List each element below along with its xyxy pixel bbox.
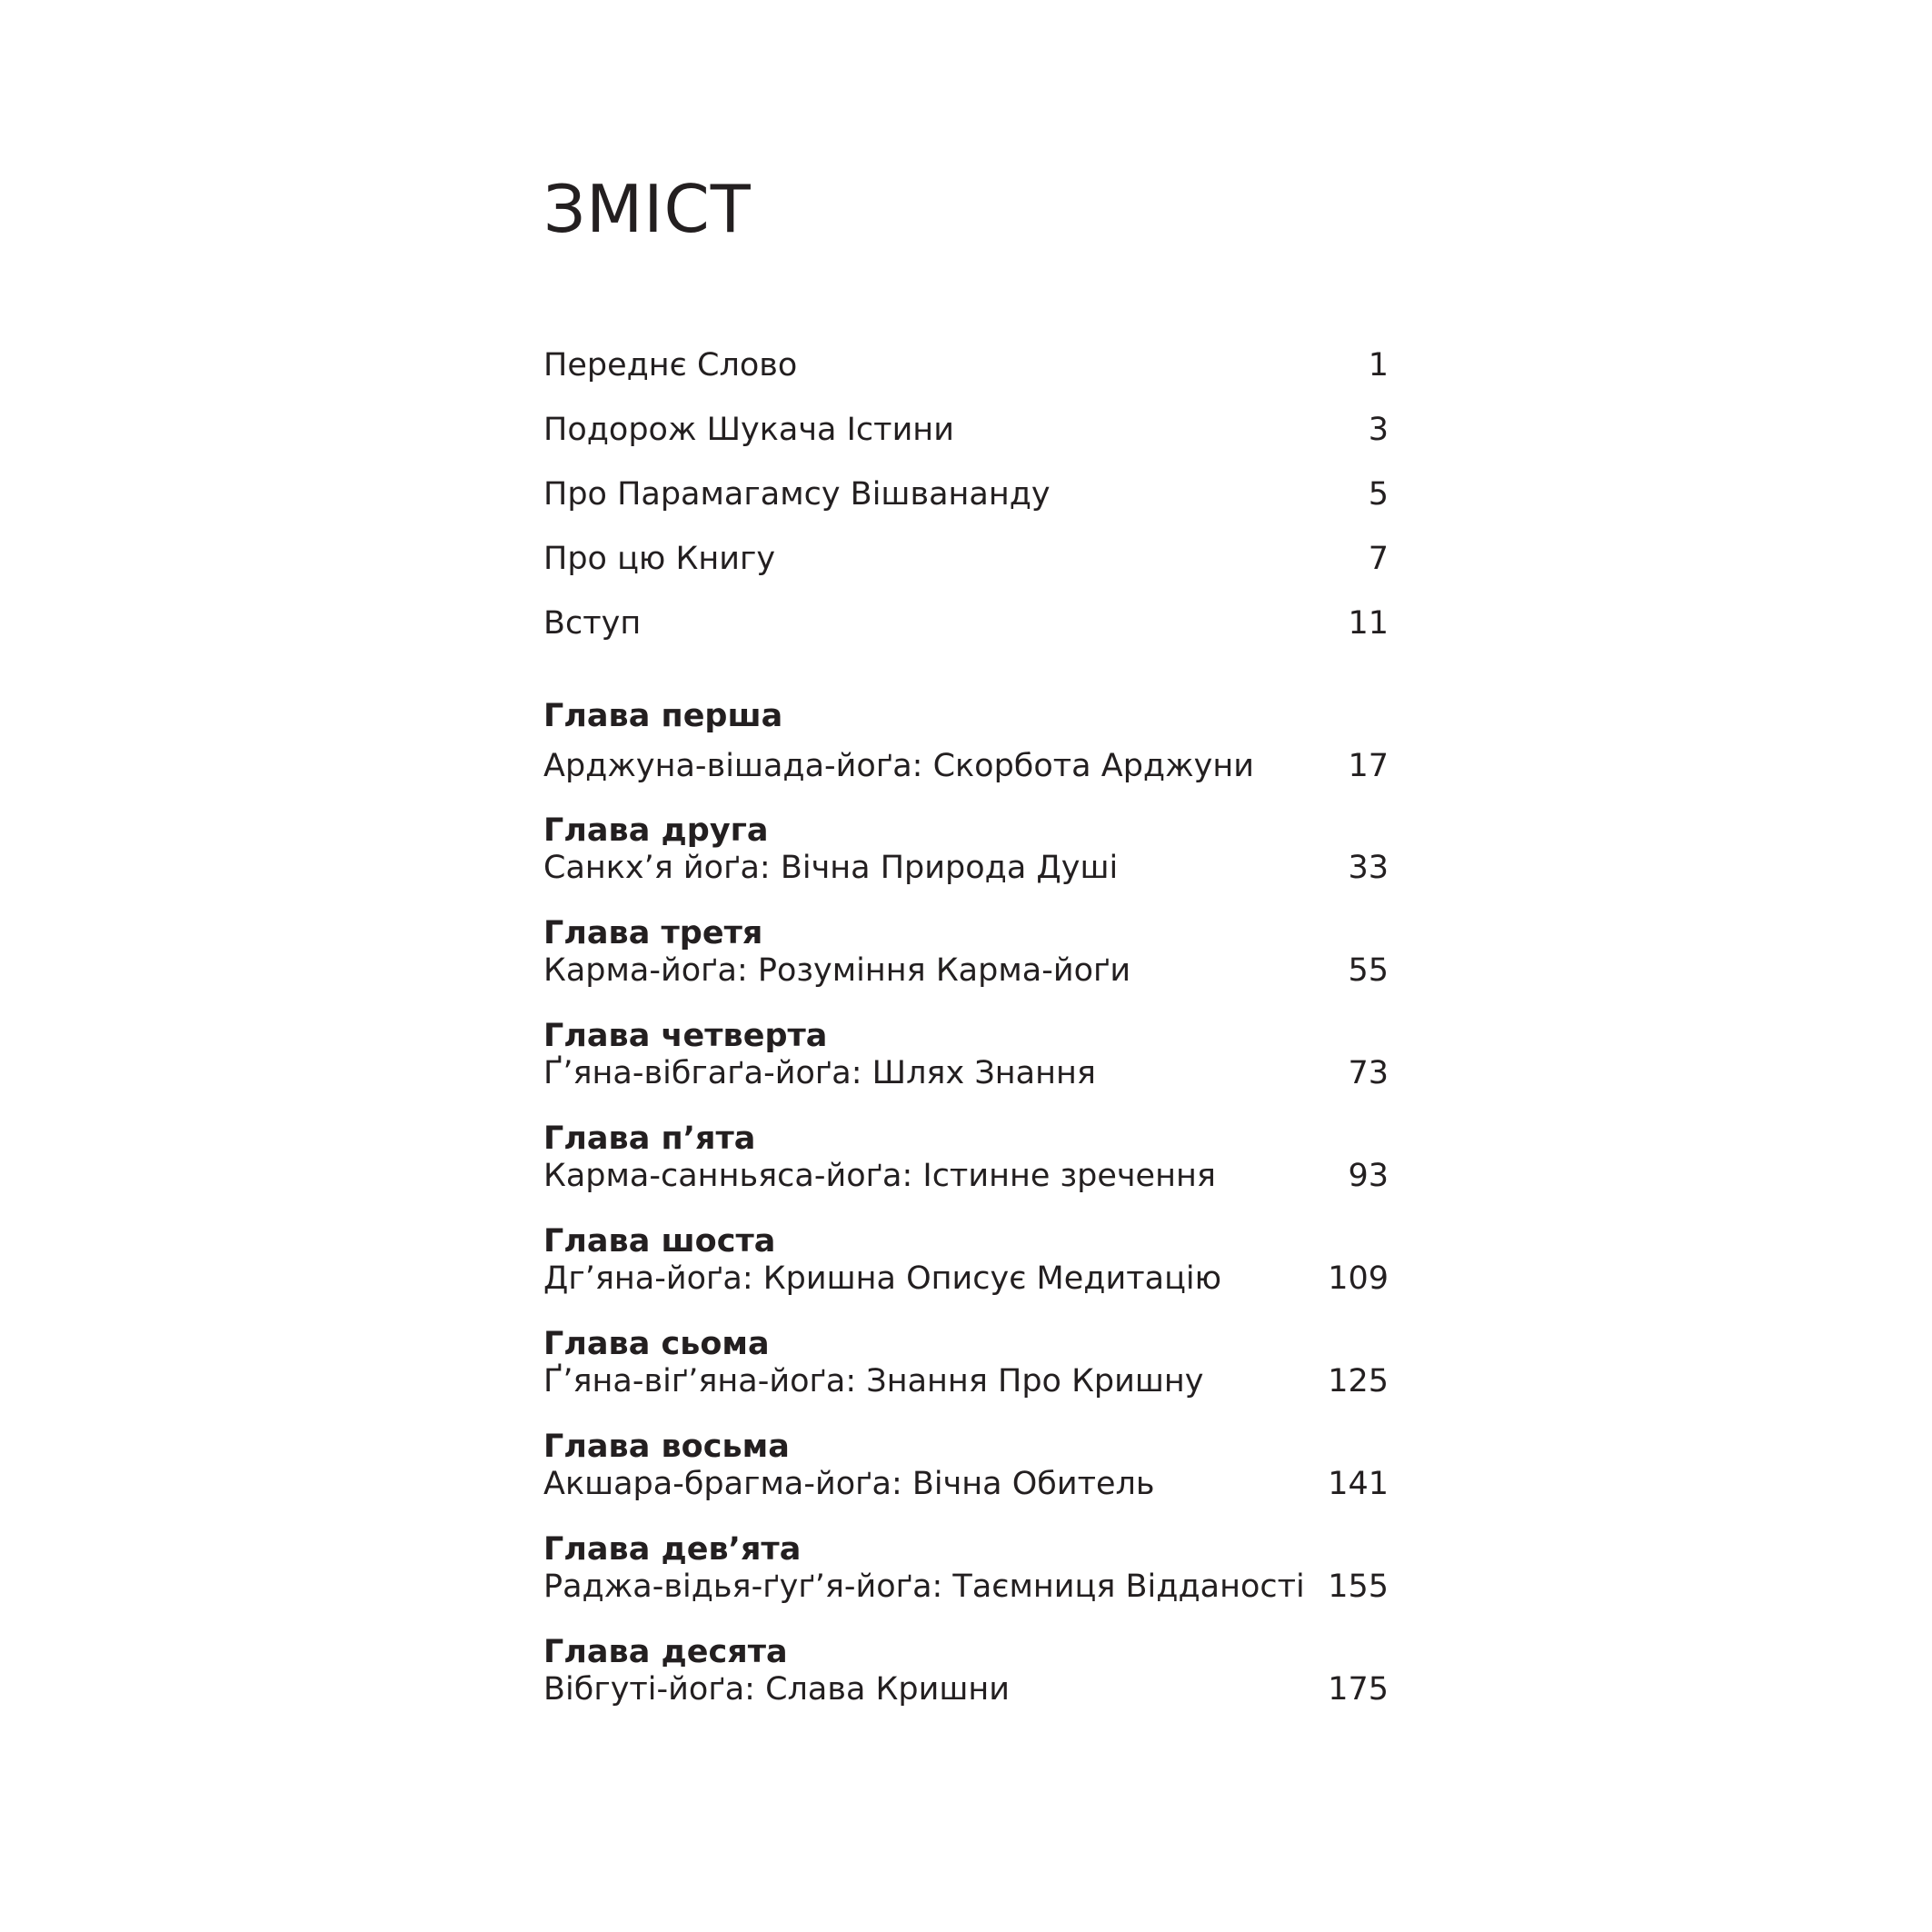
toc-entry-title: Санкх’я йоґа: Вічна Природа Душі xyxy=(543,850,1119,886)
toc-entry-title: Дг’яна-йоґа: Кришна Описує Медитацію xyxy=(543,1260,1222,1297)
toc-entry-title: Карма-санньяса-йоґа: Істинне зречення xyxy=(543,1158,1216,1194)
toc-entry-title: Вібгуті-йоґа: Слава Кришни xyxy=(543,1671,1011,1708)
toc-entry-page: 11 xyxy=(1348,605,1389,642)
toc-entry-chapter-9[interactable] xyxy=(543,1567,1389,1607)
toc-entry-chapter-8[interactable] xyxy=(543,1464,1389,1504)
toc-entry-page: 175 xyxy=(1328,1671,1389,1708)
chapter-heading: Глава десята xyxy=(543,1634,788,1670)
toc-entry-introduction[interactable] xyxy=(543,603,1389,643)
toc-entry-chapter-1[interactable] xyxy=(543,746,1389,786)
toc-entry-page: 5 xyxy=(1368,476,1389,513)
chapter-heading: Глава сьома xyxy=(543,1326,770,1362)
toc-entry-chapter-10[interactable] xyxy=(543,1669,1389,1709)
toc-entry-chapter-2[interactable] xyxy=(543,848,1389,888)
chapter-heading: Глава шоста xyxy=(543,1223,776,1260)
chapter-heading: Глава восьма xyxy=(543,1429,790,1465)
toc-entry-page: 109 xyxy=(1328,1260,1389,1297)
toc-entry-chapter-3[interactable] xyxy=(543,951,1389,991)
chapter-heading: Глава друга xyxy=(543,812,769,849)
toc-entry-page: 7 xyxy=(1368,541,1389,577)
toc-entry-about-author[interactable] xyxy=(543,474,1389,514)
toc-entry-page: 1 xyxy=(1368,347,1389,383)
toc-entry-page: 73 xyxy=(1348,1055,1389,1091)
toc-entry-title: Карма-йоґа: Розуміння Карма-йоґи xyxy=(543,952,1131,989)
toc-entry-chapter-6[interactable] xyxy=(543,1259,1389,1299)
toc-entry-foreword[interactable] xyxy=(543,345,1389,385)
page-title: ЗМІСТ xyxy=(543,171,752,247)
toc-entry-page: 93 xyxy=(1348,1158,1389,1194)
chapter-heading: Глава п’ята xyxy=(543,1120,756,1157)
toc-entry-journey[interactable] xyxy=(543,410,1389,450)
toc-entry-page: 55 xyxy=(1348,952,1389,989)
toc-entry-page: 141 xyxy=(1328,1466,1389,1502)
toc-entry-title: Акшара-брагма-йоґа: Вічна Обитель xyxy=(543,1466,1155,1502)
toc-entry-title: Вступ xyxy=(543,605,642,642)
toc-entry-title: Ґ’яна-віґ’яна-йоґа: Знання Про Кришну xyxy=(543,1363,1204,1399)
toc-entry-chapter-5[interactable] xyxy=(543,1156,1389,1196)
toc-entry-title: Про Парамагамсу Вішвананду xyxy=(543,476,1051,513)
toc-entry-chapter-7[interactable] xyxy=(543,1361,1389,1401)
toc-entry-title: Переднє Слово xyxy=(543,347,798,383)
toc-entry-chapter-4[interactable] xyxy=(543,1053,1389,1093)
toc-entry-title: Ґ’яна-вібгаґа-йоґа: Шлях Знання xyxy=(543,1055,1096,1091)
toc-entry-page: 17 xyxy=(1348,748,1389,784)
toc-entry-title: Арджуна-вішада-йоґа: Скорбота Арджуни xyxy=(543,748,1254,784)
chapter-heading: Глава дев’ята xyxy=(543,1531,802,1568)
chapter-heading: Глава третя xyxy=(543,915,763,951)
toc-entry-title: Раджа-відья-ґуґ’я-йоґа: Таємниця Відданості xyxy=(543,1569,1305,1605)
toc-entry-title: Подорож Шукача Істини xyxy=(543,412,954,448)
toc-entry-page: 155 xyxy=(1328,1569,1389,1605)
toc-entry-about-book[interactable] xyxy=(543,539,1389,579)
chapter-heading: Глава четверта xyxy=(543,1018,828,1054)
toc-entry-page: 3 xyxy=(1368,412,1389,448)
toc-entry-page: 125 xyxy=(1328,1363,1389,1399)
chapter-heading: Глава перша xyxy=(543,698,783,734)
toc-entry-page: 33 xyxy=(1348,850,1389,886)
toc-entry-title: Про цю Книгу xyxy=(543,541,776,577)
